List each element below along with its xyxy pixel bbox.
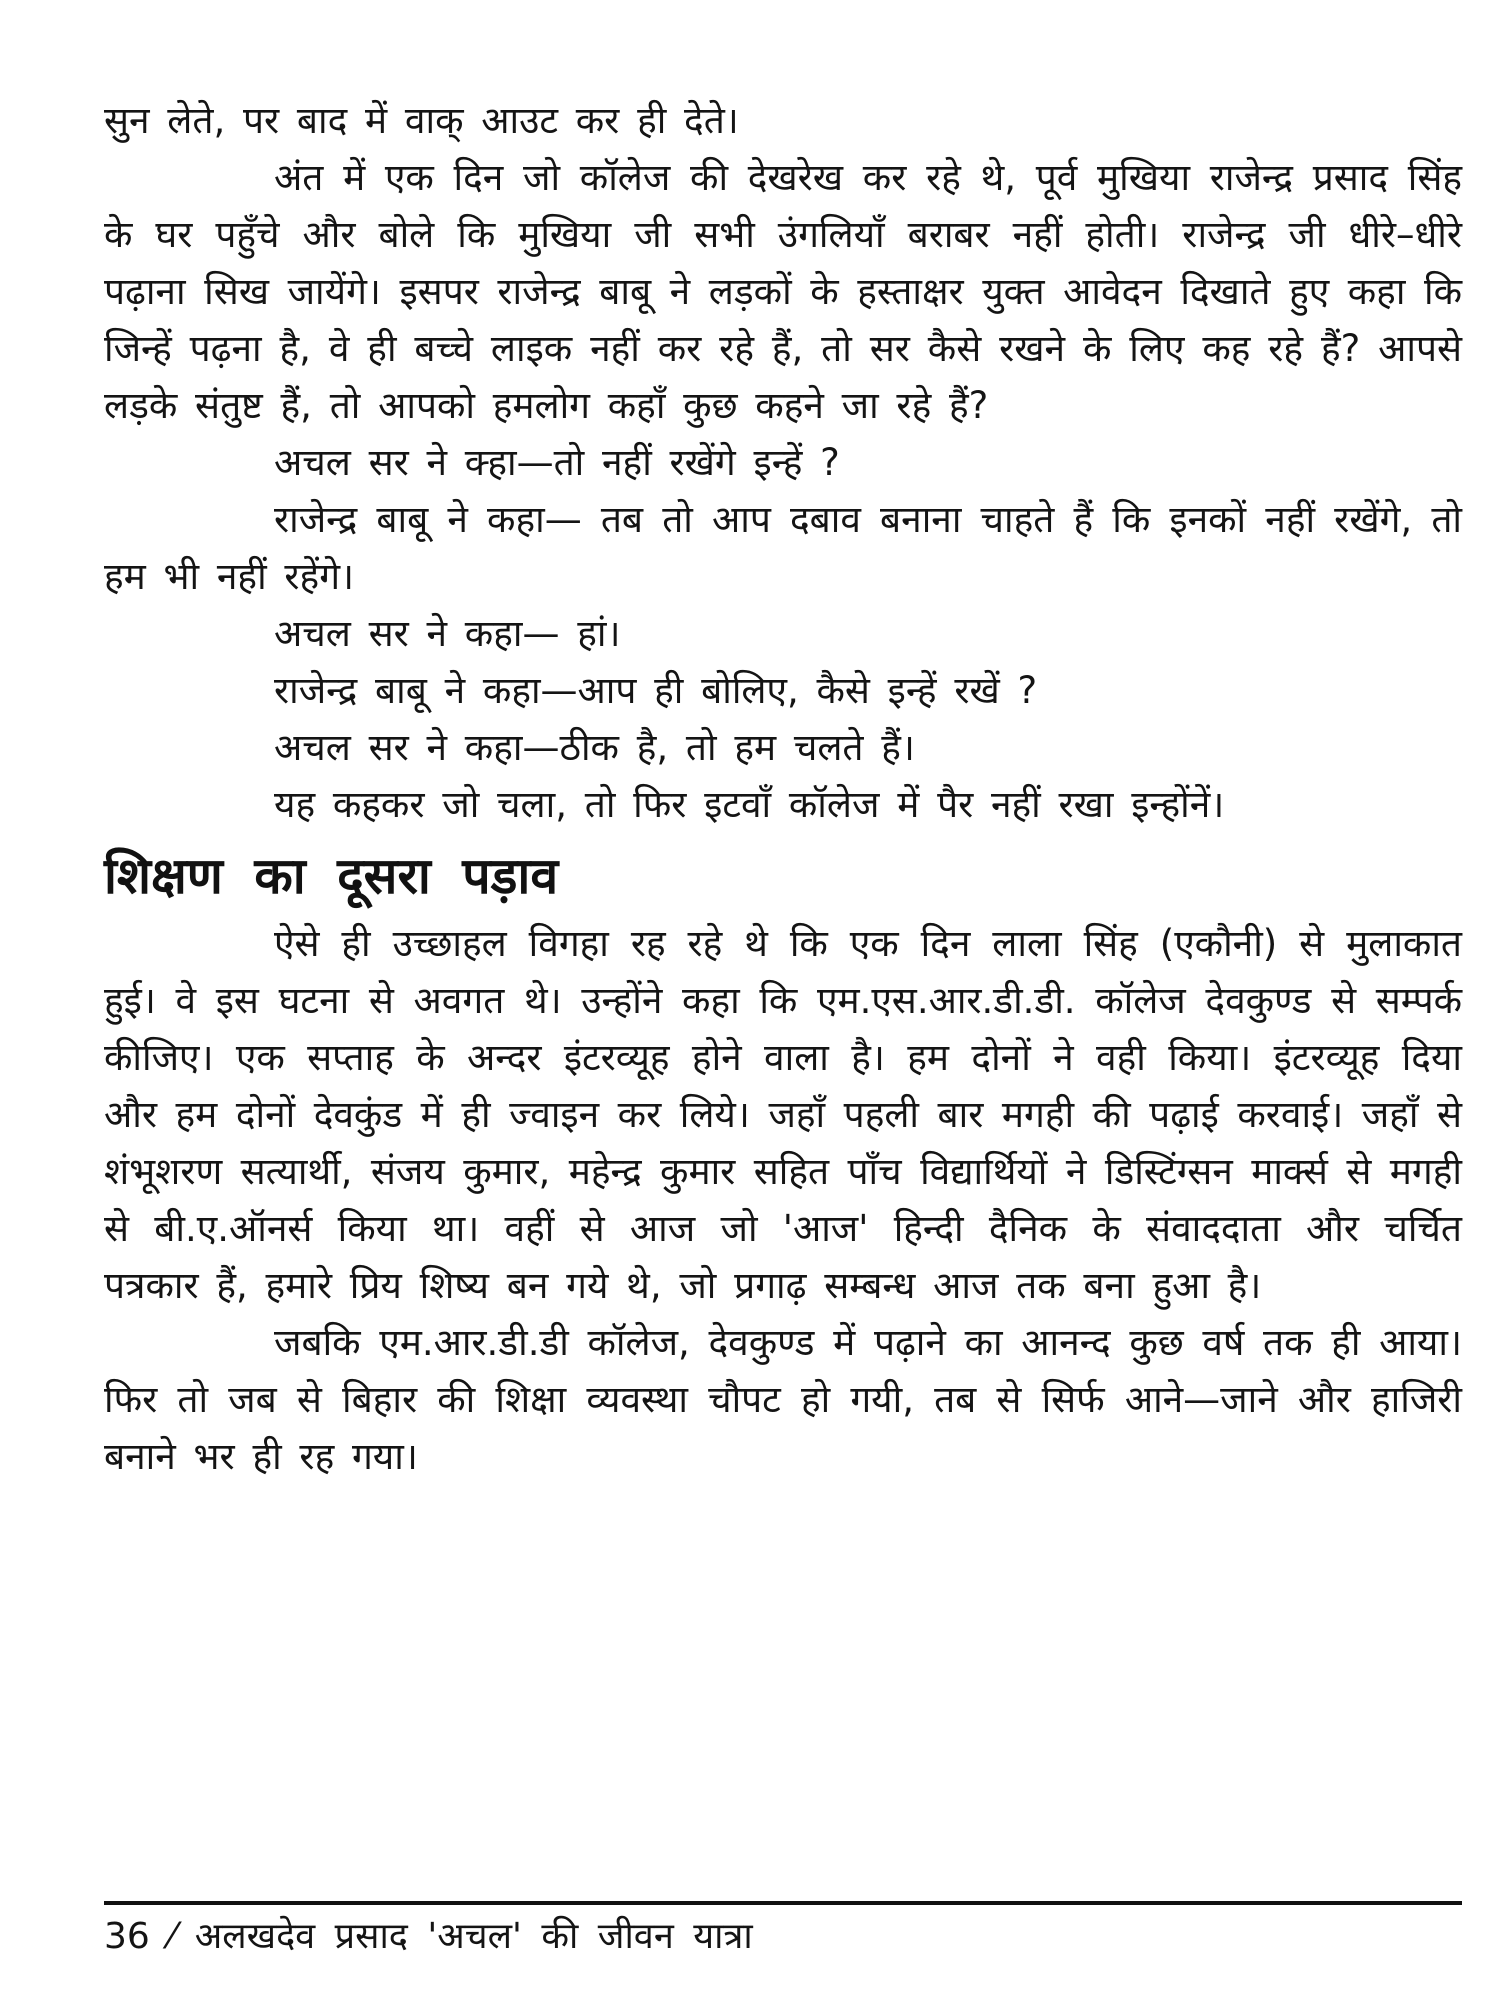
paragraph-second-stage: ऐसे ही उच्छाहल विगहा रह रहे थे कि एक दिन लाला सिंह (एकौनी) से मुलाकात हुई। वे इस घटना से अवगत थे। उन्होंने कहा कि एम.एस.आर.डी.डी. कॉलेज देवकुण्ड से सम्पर्क कीजिए। एक सप्ताह के अन्दर इंटरव्यूह होने वाला है। हम दोनों ने वही किया। इंटरव्यूह दिया और हम दोनों देवकुंड में ही ज्वाइन कर लिये। जहाँ पहली बार मगही की पढ़ाई करवाई। जहाँ से शंभूशरण सत्यार्थी, संजय कुमार, महेन्द्र कुमार सहित पाँच विद्यार्थियों ने डिस्टिंग्सन मार्क्स से मगही से बी.ए.ऑनर्स किया था। वहीं से आज जो 'आज' हिन्दी दैनिक के संवाददाता और चर्चित पत्रकार हैं, हमारे प्रिय शिष्य बन गये थे, जो प्रगाढ़ सम्बन्ध आज तक बना हुआ है। bbox=[104, 922, 1462, 1307]
dialogue-line: अचल सर ने क्हा—तो नहीं रखेंगे इन्हें ? bbox=[274, 441, 840, 484]
page-body bbox=[104, 92, 1462, 1485]
paragraph-college-visit: अंत में एक दिन जो कॉलेज की देखरेख कर रहे थे, पूर्व मुखिया राजेन्द्र प्रसाद सिंह के घर पहुँचे और बोले कि मुखिया जी सभी उंगलियाँ बराबर नहीं होती। राजेन्द्र जी धीरे–धीरे पढ़ाना सिख जायेंगे। इसपर राजेन्द्र बाबू ने लड़कों के हस्ताक्षर युक्त आवेदन दिखाते हुए कहा कि जिन्हें पढ़ना है, वे ही बच्चे लाइक नहीं कर रहे हैं, तो सर कैसे रखने के लिए कह रहे हैं? आपसे लड़के संतुष्ट हैं, तो आपको हमलोग कहाँ कुछ कहने जा रहे हैं? bbox=[104, 156, 1462, 427]
dialogue-line: राजेन्द्र बाबू ने कहा—आप ही बोलिए, कैसे इन्हें रखें ? bbox=[274, 669, 1038, 712]
section-heading: शिक्षण का दूसरा पड़ाव bbox=[104, 847, 559, 905]
dialogue-line: अचल सर ने कहा— हां। bbox=[274, 612, 621, 655]
dialogue-line: अचल सर ने कहा—ठीक है, तो हम चलते हैं। bbox=[274, 726, 915, 769]
footer-divider bbox=[104, 1901, 1462, 1905]
page-footer: 36 ⁄ अलखदेव प्रसाद 'अचल' की जीवन यात्रा bbox=[104, 1916, 753, 1957]
paragraph-departure: यह कहकर जो चला, तो फिर इटवाँ कॉलेज में पैर नहीं रखा इन्होंनें। bbox=[274, 783, 1225, 826]
dialogue-line: राजेन्द्र बाबू ने कहा— तब तो आप दबाव बनाना चाहते हैं कि इनकों नहीं रखेंगे, तो हम भी नहीं रहेंगे। bbox=[104, 498, 1462, 598]
paragraph-closing: जबकि एम.आर.डी.डी कॉलेज, देवकुण्ड में पढ़ाने का आनन्द कुछ वर्ष तक ही आया। फिर तो जब से बिहार की शिक्षा व्यवस्था चौपट हो गयी, तब से सिर्फ आने—जाने और हाजिरी बनाने भर ही रह गया। bbox=[104, 1321, 1462, 1478]
paragraph-continuation: सुन लेते, पर बाद में वाक् आउट कर ही देते। bbox=[104, 99, 739, 142]
